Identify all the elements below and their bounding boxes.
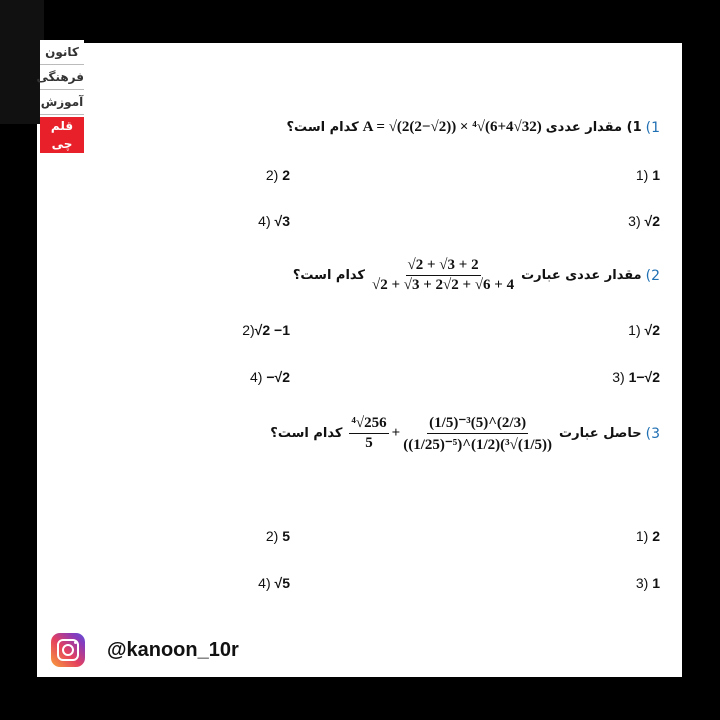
option-4[interactable]: √5 (4 (258, 575, 290, 591)
option-4[interactable]: −√2 (4 (249, 369, 290, 385)
kanoon-logo (0, 0, 84, 151)
logo-text: کانون فرهنگی آموزش قلم چی (40, 40, 84, 124)
question-suffix: کدام است؟ (270, 426, 343, 441)
option-2[interactable]: 2 (2 (265, 167, 290, 183)
fraction: $\frac{\text{(1/5)⁻³(5)\textasciicircum{}(2/3)}}{\text{((1/25)⁻⁵)\textasciicircum{}(1/2)(³√(1/5))}}$ (403, 415, 553, 453)
question-prefix: مقدار عددی عبارت (521, 268, 642, 283)
math-expression: A = √(2(2−√2)) × ⁴√(6+4√32) (362, 119, 542, 135)
math-expression: $\frac{\text{⁴√256}}{5}$ + $\frac{\text{(1/5)⁻³(5)\textasciicircum{}(2/3)}}{\text{((1/25)⁻⁵)\textasciicircum{}(1/2)(³√(1/5))}}$ (351, 415, 553, 453)
math-expression (369, 257, 517, 294)
question-prefix: حاصل عبارت (559, 426, 642, 441)
question-1 (287, 119, 660, 136)
option-1[interactable]: 1 (1 (635, 167, 660, 183)
option-3[interactable]: 1 (3 (635, 575, 660, 591)
question-2 (293, 257, 660, 294)
instagram-icon[interactable] (51, 633, 85, 667)
fraction: $\frac{\text{⁴√256}}{5}$ (351, 415, 387, 451)
option-2[interactable]: √2 −1(2 (242, 322, 290, 338)
question-number: 3) (645, 425, 660, 442)
question-3 (270, 413, 660, 454)
fraction: $\frac{√2 + √3 + 2}{√2 + √3 + 2√2 + √6 + 4}$ (371, 257, 515, 293)
question-suffix: کدام است؟ (292, 268, 365, 283)
option-1[interactable]: √2 (1 (628, 322, 660, 338)
question-suffix: کدام است؟ (286, 120, 359, 135)
graduate-figure-icon (0, 0, 44, 124)
option-3[interactable]: √2 (3 (628, 213, 660, 229)
instagram-handle[interactable]: @kanoon_10r (107, 638, 239, 661)
option-2[interactable]: 5 (2 (265, 528, 290, 544)
question-prefix: 1) مقدار عددی (545, 120, 642, 135)
question-number: 2) (645, 267, 660, 284)
option-1[interactable]: 2 (1 (635, 528, 660, 544)
question-card (37, 43, 682, 677)
option-3[interactable]: 1−√2 (3 (612, 369, 660, 385)
footer (51, 633, 239, 667)
question-number: 1) (645, 119, 660, 136)
option-4[interactable]: √3 (4 (258, 213, 290, 229)
